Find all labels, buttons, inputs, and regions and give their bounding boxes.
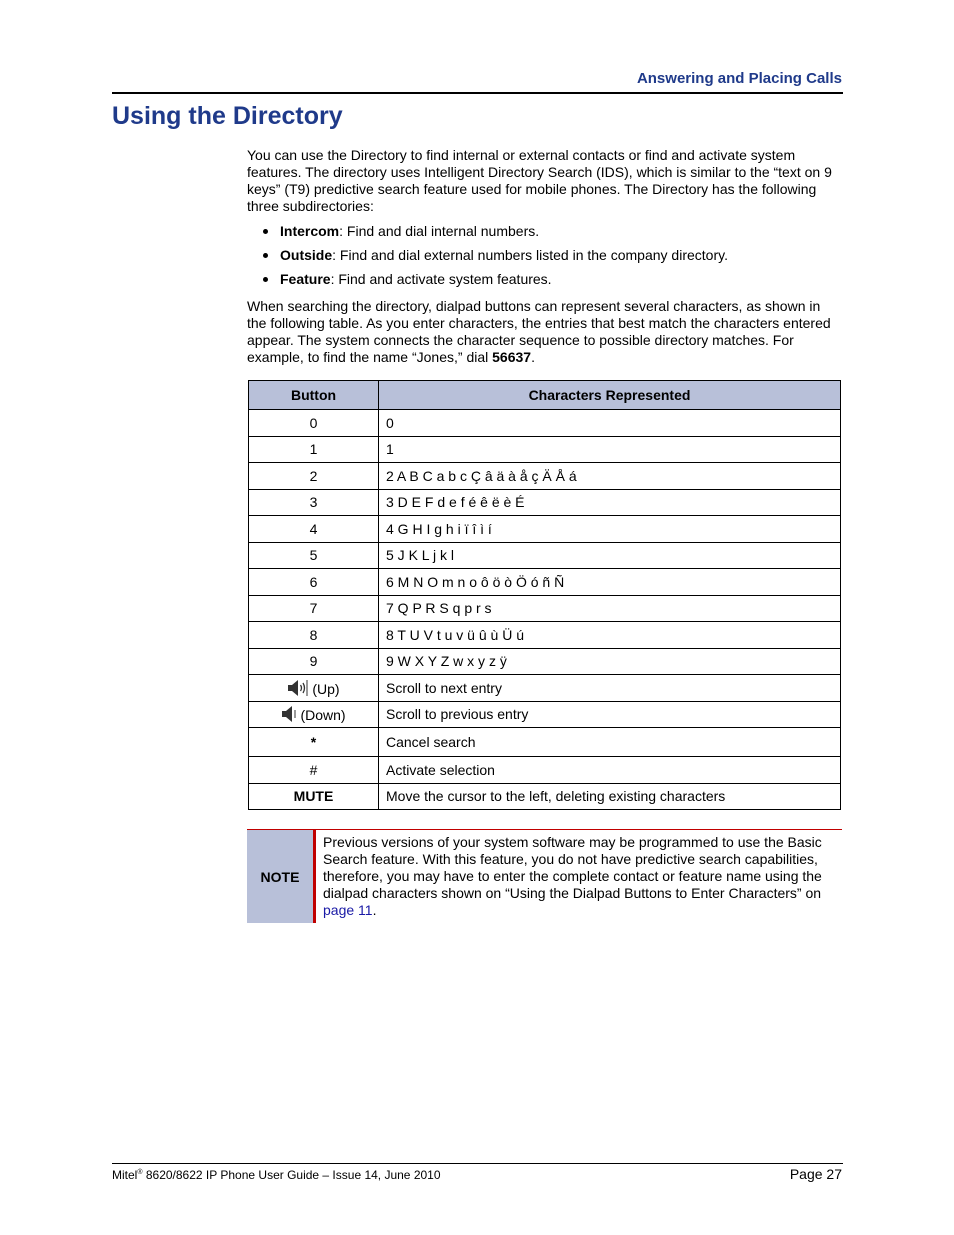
button-cell	[249, 701, 379, 728]
subdirectory-list	[247, 223, 842, 288]
bullet-icon	[263, 229, 268, 234]
button-cell: 9	[249, 648, 379, 675]
bullet-desc: : Find and dial internal numbers.	[339, 223, 540, 239]
table-row	[249, 516, 841, 543]
chars-cell: 4 G H I g h i ï î ì í	[379, 516, 841, 543]
running-header: Answering and Placing Calls	[636, 70, 842, 87]
bullet-term: Outside	[280, 247, 333, 263]
table-row	[249, 542, 841, 569]
table-row	[249, 463, 841, 490]
page-link[interactable]: page 11	[323, 902, 373, 918]
header-rule	[112, 92, 843, 94]
chars-cell: Cancel search	[379, 728, 841, 757]
body-content	[247, 147, 842, 373]
table-row	[249, 701, 841, 728]
registered-mark: ®	[137, 1169, 143, 1176]
example-code: 56637	[492, 349, 532, 365]
button-cell	[249, 675, 379, 702]
table-row	[249, 569, 841, 596]
button-cell: 7	[249, 595, 379, 622]
intro-paragraph: You can use the Directory to find internal or external contacts or find and activate system features. The directory uses Intelligent Directory Search (IDS), which is similar to the “text on 9 keys” (T9) predictive search feature used for mobile phones. The Directory has the following three subdirectories:	[247, 147, 832, 214]
button-cell: 0	[249, 410, 379, 437]
button-cell: *	[249, 728, 379, 757]
table-row	[249, 436, 841, 463]
search-text: When searching the directory, dialpad buttons can represent several characters, as shown in the following table. As you enter characters, the entries that best match the characters entered appear. The system connects the character sequence to possible directory matches. For example, to find the name “Jones,” dial	[247, 298, 831, 365]
table-row	[249, 622, 841, 649]
bullet-icon	[263, 277, 268, 282]
page-title: Using the Directory	[112, 102, 343, 130]
chars-cell: 0	[379, 410, 841, 437]
list-item	[247, 247, 842, 264]
note-text	[316, 830, 842, 923]
chars-cell: Activate selection	[379, 757, 841, 784]
chars-cell: 5 J K L j k l	[379, 542, 841, 569]
chars-cell: 3 D E F d e f é ê ë è É	[379, 489, 841, 516]
chars-cell: Move the cursor to the left, deleting existing characters	[379, 783, 841, 810]
button-label: (Up)	[312, 680, 340, 697]
button-label: (Down)	[300, 707, 346, 724]
footer-doc: 8620/8622 IP Phone User Guide – Issue 14, June 2010	[142, 1168, 441, 1182]
footer-rule	[112, 1163, 843, 1164]
button-cell: #	[249, 757, 379, 784]
note-end: .	[372, 902, 377, 918]
bullet-term: Feature	[280, 271, 331, 287]
column-header-characters: Characters Represented	[379, 381, 841, 410]
chars-cell: 7 Q P R S q p r s	[379, 595, 841, 622]
button-cell: 4	[249, 516, 379, 543]
bullet-desc: : Find and activate system features.	[330, 271, 552, 287]
list-item	[247, 271, 842, 288]
button-cell: MUTE	[249, 783, 379, 810]
table-header-row	[249, 381, 841, 410]
sentence-end: .	[531, 349, 535, 365]
button-cell: 5	[249, 542, 379, 569]
character-table	[248, 380, 841, 810]
table-row	[249, 783, 841, 810]
note-box	[247, 829, 842, 923]
table-row	[249, 675, 841, 702]
chars-cell: 1	[379, 436, 841, 463]
chars-cell: 9 W X Y Z w x y z ÿ	[379, 648, 841, 675]
search-paragraph	[247, 298, 842, 366]
bullet-desc: : Find and dial external numbers listed in the company directory.	[332, 247, 728, 263]
page-number: Page 27	[789, 1166, 842, 1182]
bullet-term: Intercom	[280, 223, 340, 239]
button-cell: 3	[249, 489, 379, 516]
volume-down-icon	[281, 705, 297, 723]
button-cell: 2	[249, 463, 379, 490]
chars-cell: 2 A B C a b c Ç â ä à å ç Ä Å á	[379, 463, 841, 490]
note-label: NOTE	[247, 830, 316, 923]
column-header-button: Button	[249, 381, 379, 410]
button-cell: 1	[249, 436, 379, 463]
button-cell: 6	[249, 569, 379, 596]
table-row	[249, 489, 841, 516]
footer-doc-title	[112, 1168, 441, 1182]
bullet-icon	[263, 253, 268, 258]
chars-cell: Scroll to next entry	[379, 675, 841, 702]
footer-brand: Mitel	[112, 1168, 138, 1182]
button-cell: 8	[249, 622, 379, 649]
chars-cell: 8 T U V t u v ü û ù Ü ú	[379, 622, 841, 649]
note-body: Previous versions of your system software may be programmed to use the Basic Search feature. With this feature, you do not have predictive search capabilities, therefore, you may have to enter the complete contact or feature name using the dialpad characters shown on “Using the Dialpad Buttons to Enter Characters” on	[323, 834, 822, 901]
table-row	[249, 410, 841, 437]
volume-up-icon	[287, 679, 309, 697]
table-row	[249, 595, 841, 622]
chars-cell: 6 M N O m n o ô ö ò Ö ó ñ Ñ	[379, 569, 841, 596]
table-row	[249, 648, 841, 675]
list-item	[247, 223, 842, 240]
table-row	[249, 757, 841, 784]
table-row	[249, 728, 841, 757]
chars-cell: Scroll to previous entry	[379, 701, 841, 728]
